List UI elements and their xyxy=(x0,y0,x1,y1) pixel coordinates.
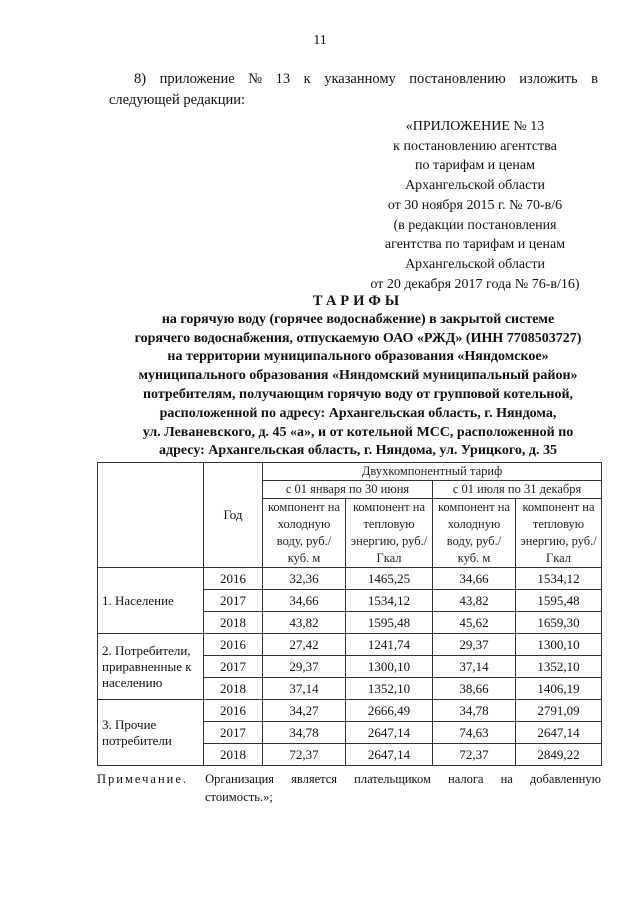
intro-paragraph xyxy=(110,69,598,111)
intro-word: 8) xyxy=(134,71,147,87)
value-cell: 37,14 xyxy=(433,656,516,678)
table-row xyxy=(98,634,602,656)
year-cell: 2016 xyxy=(204,634,263,656)
appendix-line: к постановлению агентства xyxy=(393,138,557,154)
value-cell: 1406,19 xyxy=(516,678,602,700)
appendix-line: (в редакции постановления xyxy=(393,217,557,233)
tariff-header: Двухкомпонентный тариф xyxy=(263,463,602,481)
intro-word: постановлению xyxy=(409,71,506,87)
intro-word: в xyxy=(591,71,598,87)
column-header-cold: компонент на холодную воду, руб./куб. м xyxy=(433,499,516,568)
appendix-line: по тарифам и ценам xyxy=(415,158,535,174)
note-word: является xyxy=(291,772,338,786)
year-cell: 2017 xyxy=(204,722,263,744)
page-number: 11 xyxy=(313,33,327,48)
value-cell: 72,37 xyxy=(263,744,346,766)
intro-word: указанному xyxy=(324,71,396,87)
value-cell: 1595,48 xyxy=(346,612,433,634)
value-cell: 1352,10 xyxy=(346,678,433,700)
value-cell: 2666,49 xyxy=(346,700,433,722)
appendix-line: от 30 ноября 2015 г. № 70-в/6 xyxy=(387,197,563,213)
intro-line-2: следующей редакции: xyxy=(109,92,246,108)
intro-word: к xyxy=(303,71,311,87)
table-header-row xyxy=(98,463,602,481)
year-header: Год xyxy=(204,463,263,568)
note-word: плательщиком xyxy=(354,772,431,786)
year-cell: 2017 xyxy=(204,656,263,678)
title-line: на территории муниципального образования «Няндомское» xyxy=(167,349,549,365)
note-word: Организация xyxy=(205,772,275,786)
value-cell: 2791,09 xyxy=(516,700,602,722)
intro-word: приложение xyxy=(159,71,235,87)
category-cell: 1. Население xyxy=(98,568,204,634)
corner-cell xyxy=(98,463,204,568)
value-cell: 2647,14 xyxy=(346,744,433,766)
value-cell: 37,14 xyxy=(263,678,346,700)
value-cell: 34,27 xyxy=(263,700,346,722)
title-line: ул. Леваневского, д. 45 «а», и от котельной МСС, расположенной по xyxy=(142,424,574,440)
column-header-heat: компонент на тепловую энергию, руб./Гкал xyxy=(516,499,602,568)
title-line: на горячую воду (горячее водоснабжение) в закрытой системе xyxy=(161,311,555,327)
value-cell: 1465,25 xyxy=(346,568,433,590)
value-cell: 2849,22 xyxy=(516,744,602,766)
category-cell: 2. Потребители, приравненные к населению xyxy=(98,634,204,700)
value-cell: 1534,12 xyxy=(346,590,433,612)
intro-word: изложить xyxy=(519,71,578,87)
appendix-line: «ПРИЛОЖЕНИЕ № 13 xyxy=(405,119,545,134)
tariff-title xyxy=(108,292,608,461)
year-cell: 2016 xyxy=(204,568,263,590)
note-word: добавленную xyxy=(529,772,601,786)
title-line: расположенной по адресу: Архангельская область, г. Няндома, xyxy=(159,405,557,421)
value-cell: 1241,74 xyxy=(346,634,433,656)
value-cell: 27,42 xyxy=(263,634,346,656)
column-header-heat: компонент на тепловую энергию, руб./Гкал xyxy=(346,499,433,568)
category-cell: 3. Прочие потребители xyxy=(98,700,204,766)
appendix-line: Архангельской области xyxy=(405,256,545,272)
note-line-1 xyxy=(97,770,601,788)
value-cell: 1595,48 xyxy=(516,590,602,612)
appendix-line: от 20 декабря 2017 года № 76-в/16) xyxy=(370,276,580,292)
tariff-table xyxy=(97,462,602,766)
appendix-line: Архангельской области xyxy=(405,178,545,194)
year-cell: 2016 xyxy=(204,700,263,722)
table-row xyxy=(98,568,602,590)
note-label: Примечание. xyxy=(97,772,189,786)
note-block xyxy=(97,770,601,806)
title-line: горячего водоснабжения, отпускаемую ОАО «РЖД» (ИНН 7708503727) xyxy=(134,330,582,346)
value-cell: 34,78 xyxy=(433,700,516,722)
value-cell: 38,66 xyxy=(433,678,516,700)
intro-word: 13 xyxy=(275,71,291,87)
year-cell: 2018 xyxy=(204,612,263,634)
value-cell: 34,66 xyxy=(433,568,516,590)
value-cell: 29,37 xyxy=(263,656,346,678)
value-cell: 1300,10 xyxy=(516,634,602,656)
value-cell: 34,78 xyxy=(263,722,346,744)
title-line: муниципального образования «Няндомский муниципальный район» xyxy=(138,368,578,384)
column-header-cold: компонент на холодную воду, руб./куб. м xyxy=(263,499,346,568)
value-cell: 45,62 xyxy=(433,612,516,634)
note-word: налога xyxy=(448,772,484,786)
appendix-line: агентства по тарифам и ценам xyxy=(384,237,566,253)
value-cell: 1300,10 xyxy=(346,656,433,678)
note-line-2: стоимость.»; xyxy=(205,790,273,804)
value-cell: 1352,10 xyxy=(516,656,602,678)
note-word: на xyxy=(500,772,513,786)
value-cell: 43,82 xyxy=(433,590,516,612)
period-header: с 01 января по 30 июня xyxy=(263,481,433,499)
year-cell: 2017 xyxy=(204,590,263,612)
value-cell: 29,37 xyxy=(433,634,516,656)
year-cell: 2018 xyxy=(204,744,263,766)
value-cell: 2647,14 xyxy=(516,722,602,744)
value-cell: 74,63 xyxy=(433,722,516,744)
intro-word: № xyxy=(248,71,263,87)
value-cell: 43,82 xyxy=(263,612,346,634)
value-cell: 72,37 xyxy=(433,744,516,766)
period-header: с 01 июля по 31 декабря xyxy=(433,481,602,499)
title-line: потребителям, получающим горячую воду от групповой котельной, xyxy=(142,386,574,402)
value-cell: 1659,30 xyxy=(516,612,602,634)
appendix-block xyxy=(352,117,598,294)
intro-line-1 xyxy=(110,69,598,90)
title-heading: ТАРИФЫ xyxy=(312,293,404,309)
title-line: адресу: Архангельская область, г. Няндома, ул. Урицкого, д. 35 xyxy=(159,443,557,459)
value-cell: 34,66 xyxy=(263,590,346,612)
year-cell: 2018 xyxy=(204,678,263,700)
value-cell: 2647,14 xyxy=(346,722,433,744)
value-cell: 32,36 xyxy=(263,568,346,590)
value-cell: 1534,12 xyxy=(516,568,602,590)
table-row xyxy=(98,700,602,722)
